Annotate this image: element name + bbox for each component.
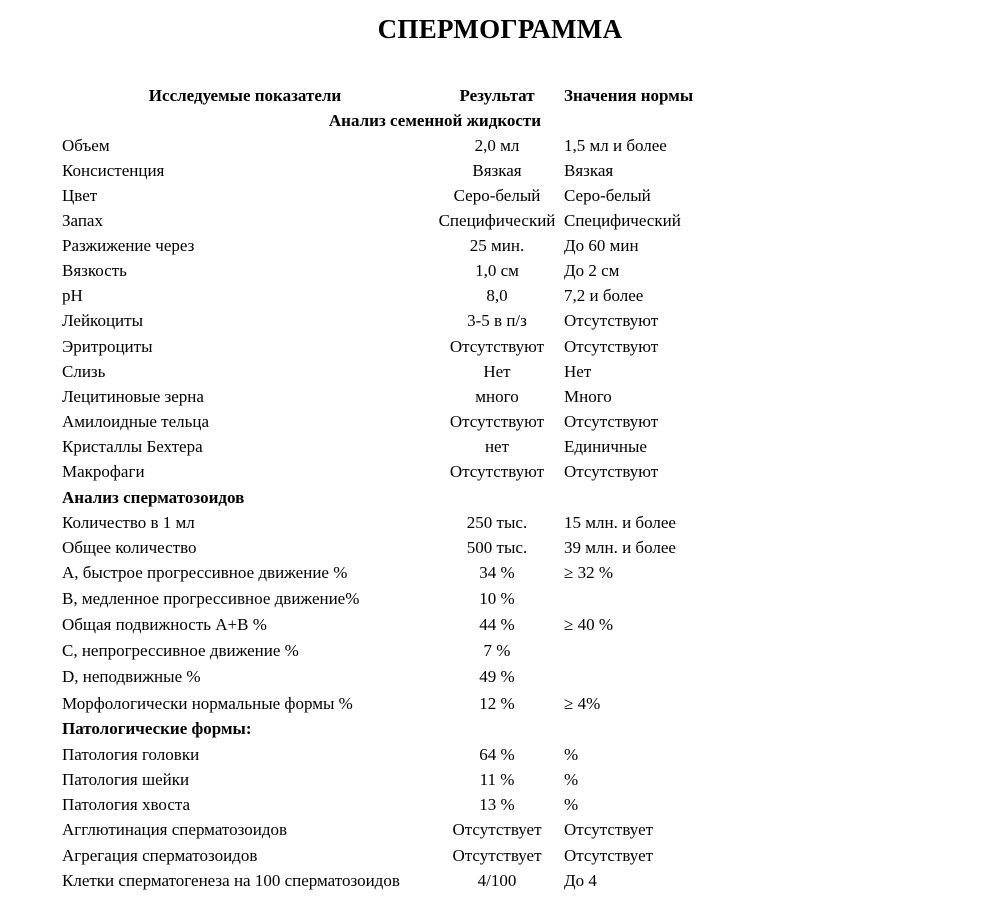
row-norm: До 60 мин xyxy=(564,236,639,255)
row-result: 44 % xyxy=(479,615,515,634)
row-norm: Много xyxy=(564,387,612,406)
row-param: Кристаллы Бехтера xyxy=(62,437,203,456)
table-row xyxy=(0,209,1000,233)
table-row xyxy=(0,639,1000,663)
table-row xyxy=(0,259,1000,283)
row-param: Морфологически нормальные формы % xyxy=(62,694,353,713)
row-norm: ≥ 32 % xyxy=(564,563,613,582)
document-title: СПЕРМОГРАММА xyxy=(377,14,623,44)
row-result: Серо-белый xyxy=(453,186,541,205)
row-param: Разжижение через xyxy=(62,236,195,255)
row-norm: 7,2 и более xyxy=(564,286,644,305)
table-row xyxy=(0,511,1000,535)
row-param: Агрегация сперматозоидов xyxy=(62,846,258,865)
row-result: Отсутствует xyxy=(452,820,542,839)
row-param: Макрофаги xyxy=(62,462,145,481)
row-norm: Отсутствует xyxy=(564,846,654,865)
table-row xyxy=(0,309,1000,333)
row-norm: До 4 xyxy=(564,871,597,890)
row-result: много xyxy=(475,387,519,406)
table-row xyxy=(0,692,1000,716)
row-norm: Серо-белый xyxy=(564,186,651,205)
column-header-param: Исследуемые показатели xyxy=(148,86,342,105)
row-norm: Отсутствуют xyxy=(564,337,659,356)
row-param: Вязкость xyxy=(62,261,127,280)
table-row xyxy=(0,768,1000,792)
row-norm: ≥ 4% xyxy=(564,694,601,713)
row-norm: Отсутствует xyxy=(564,820,654,839)
row-result: 10 % xyxy=(479,589,515,608)
row-result: нет xyxy=(484,437,510,456)
section-heading-seminal-fluid: Анализ семенной жидкости xyxy=(328,111,542,130)
table-row xyxy=(0,665,1000,689)
table-row xyxy=(0,460,1000,484)
row-param: Общее количество xyxy=(62,538,197,557)
row-result: 7 % xyxy=(483,641,511,660)
row-param: Общая подвижность A+B % xyxy=(62,615,267,634)
row-param: Запах xyxy=(62,211,103,230)
row-result: 4/100 xyxy=(477,871,517,890)
row-result: 8,0 xyxy=(486,286,508,305)
row-param: Консистенция xyxy=(62,161,165,180)
row-param: Лецитиновые зерна xyxy=(62,387,204,406)
row-param: Лейкоциты xyxy=(62,311,143,330)
row-result: 12 % xyxy=(479,694,515,713)
row-result: Отсутствуют xyxy=(449,462,545,481)
row-norm: Отсутствуют xyxy=(564,311,659,330)
table-row xyxy=(0,159,1000,183)
row-result: 500 тыс. xyxy=(466,538,528,557)
table-row xyxy=(0,435,1000,459)
row-param: B, медленное прогрессивное движение% xyxy=(62,589,360,608)
table-row xyxy=(0,360,1000,384)
row-result: 64 % xyxy=(479,745,515,764)
column-header-result: Результат xyxy=(459,86,535,105)
row-result: 25 мин. xyxy=(469,236,525,255)
row-result: 49 % xyxy=(479,667,515,686)
row-result: 11 % xyxy=(479,770,515,789)
row-param: Анализ сперматозоидов xyxy=(62,488,245,507)
table-row xyxy=(0,613,1000,637)
row-norm: % xyxy=(564,795,579,814)
table-row xyxy=(0,335,1000,359)
row-norm: Единичные xyxy=(564,437,647,456)
table-row xyxy=(0,844,1000,868)
section-heading-row xyxy=(0,717,1000,741)
row-param: pH xyxy=(62,286,83,305)
row-result: Отсутствуют xyxy=(449,337,545,356)
row-norm: ≥ 40 % xyxy=(564,615,613,634)
table-row xyxy=(0,818,1000,842)
row-norm: Специфический xyxy=(564,211,681,230)
row-result: 2,0 мл xyxy=(474,136,520,155)
row-norm: % xyxy=(564,745,579,764)
row-param: Количество в 1 мл xyxy=(62,513,195,532)
row-norm: Вязкая xyxy=(564,161,614,180)
row-result: 13 % xyxy=(479,795,515,814)
table-row xyxy=(0,134,1000,158)
row-norm: % xyxy=(564,770,579,789)
table-row xyxy=(0,869,1000,893)
row-param: Патология головки xyxy=(62,745,200,764)
column-header-norm: Значения нормы xyxy=(564,86,694,105)
row-param: Патологические формы: xyxy=(62,719,252,738)
row-norm: До 2 см xyxy=(564,261,620,280)
row-result: Отсутствуют xyxy=(449,412,545,431)
row-param: Слизь xyxy=(62,362,106,381)
row-norm: Отсутствуют xyxy=(564,462,659,481)
row-param: Патология шейки xyxy=(62,770,190,789)
row-param: Патология хвоста xyxy=(62,795,191,814)
row-param: C, непрогрессивное движение % xyxy=(62,641,299,660)
table-row xyxy=(0,410,1000,434)
table-row xyxy=(0,743,1000,767)
row-result: Специфический xyxy=(438,211,556,230)
row-param: D, неподвижные % xyxy=(62,667,201,686)
row-param: A, быстрое прогрессивное движение % xyxy=(62,563,348,582)
row-norm: Отсутствуют xyxy=(564,412,659,431)
row-norm: 39 млн. и более xyxy=(564,538,676,557)
table-row xyxy=(0,184,1000,208)
row-result: Нет xyxy=(483,362,511,381)
table-row xyxy=(0,793,1000,817)
row-param: Агглютинация сперматозоидов xyxy=(62,820,288,839)
section-heading-row xyxy=(0,486,1000,510)
table-row xyxy=(0,284,1000,308)
row-result: 250 тыс. xyxy=(466,513,528,532)
row-param: Эритроциты xyxy=(62,337,153,356)
row-result: 3-5 в п/з xyxy=(467,311,527,330)
table-row xyxy=(0,561,1000,585)
row-result: Отсутствует xyxy=(452,846,542,865)
row-result: Вязкая xyxy=(472,161,522,180)
table-row xyxy=(0,536,1000,560)
row-param: Объем xyxy=(62,136,110,155)
row-param: Цвет xyxy=(62,186,98,205)
row-param: Амилоидные тельца xyxy=(62,412,210,431)
row-result: 1,0 см xyxy=(475,261,519,280)
row-param: Клетки сперматогенеза на 100 сперматозоидов xyxy=(62,871,400,890)
table-row xyxy=(0,587,1000,611)
row-result: 34 % xyxy=(479,563,515,582)
row-norm: 1,5 мл и более xyxy=(564,136,667,155)
table-row xyxy=(0,234,1000,258)
row-norm: Нет xyxy=(564,362,592,381)
row-norm: 15 млн. и более xyxy=(564,513,676,532)
table-row xyxy=(0,385,1000,409)
